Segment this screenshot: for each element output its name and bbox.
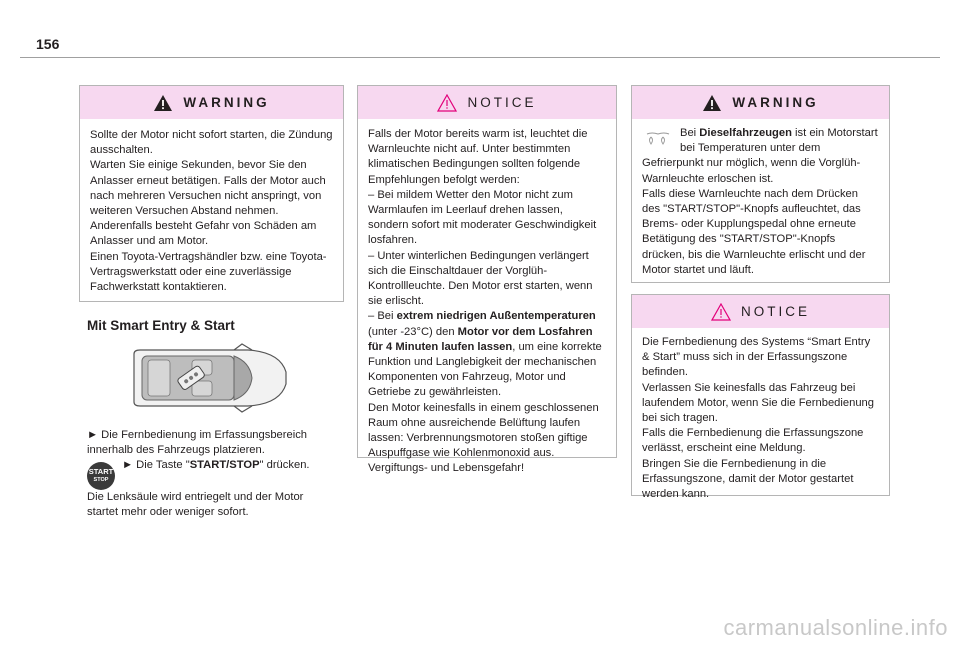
result-text: Die Lenksäule wird entriegelt und der Motor startet mehr oder weniger sofort. — [87, 491, 304, 519]
right-warning-p1 — [642, 126, 879, 187]
warning-triangle-icon — [702, 94, 722, 112]
watermark: carmanualsonline.info — [723, 615, 948, 640]
step-1-text: ► Die Fernbedienung im Erfassungsbereich innerhalb des Fahrzeugs platzieren. — [87, 429, 308, 457]
middle-notice-item-1: – Bei mildem Wetter den Motor nicht zum Warmlaufen im Leerlauf drehen lassen, sondern sofort mit moderater Geschwindigkeit losfahren. — [368, 188, 597, 247]
section-title: Mit Smart Entry & Start — [87, 318, 235, 333]
right-warning-title: WARNING — [732, 95, 819, 110]
middle-notice-item-3 — [368, 309, 606, 400]
right-warning-text-b: ist ein Motorstart bei Temperaturen unter dem Gefrierpunkt nur möglich, wenn die Vorglüh-Warnleuchte erloschen ist. — [642, 127, 878, 185]
step-2-suffix: " drücken. — [259, 459, 310, 471]
middle-notice-header — [358, 86, 616, 119]
left-warning-p1: Sollte der Motor nicht sofort starten, die Zündung ausschalten. — [90, 129, 333, 157]
right-notice-box — [631, 294, 890, 501]
left-warning-header — [80, 86, 343, 119]
right-warning-text-a: Bei — [680, 127, 700, 139]
right-notice-p3: Falls die Fernbedienung die Erfassungszone verlässt, erscheint eine Meldung. — [642, 427, 864, 455]
right-notice-header — [632, 295, 889, 328]
item-3-part-a: – Bei — [368, 310, 397, 323]
start-label: START — [88, 467, 114, 476]
middle-notice-title: NOTICE — [467, 95, 537, 110]
middle-notice-intro: Falls der Motor bereits warm ist, leuchtet die Warnleuchte nicht auf. Unter bestimmten klimatischen Bedingungen sollten folgende Empfehlungen befolgt werden: — [368, 128, 588, 186]
top-divider — [20, 57, 940, 58]
middle-notice-item-2: – Unter winterlichen Bedingungen verlängert sich die Einschaltdauer der Vorglüh-Kontrollleuchte. Den Motor erst starten, wenn sie erlischt. — [368, 249, 593, 308]
middle-notice-box — [357, 85, 617, 475]
right-warning-p2: Falls diese Warnleuchte nach dem Drücken des "START/STOP"-Knopfs aufleuchtet, das Brems- oder Kupplungspedal ohne erneute Betätigung des "START/STOP"-Knopfs drücken, bis die Warnleuchte erlischt und der Motor startet und läuft. — [642, 187, 866, 276]
step-2-text — [122, 458, 342, 473]
item-3-part-b: (unter -23°C) den — [368, 325, 458, 338]
left-warning-p3: Einen Toyota-Vertragshändler bzw. eine Toyota-Vertragswerkstatt oder eine zuverlässige Fachwerkstatt kontaktieren. — [90, 250, 327, 294]
middle-notice-closing: Den Motor keinesfalls in einem geschlossenen Raum ohne ausreichende Belüftung laufen lassen: Verbrennungsmotoren stoßen giftige Auspuffgase wie Kohlenmonoxid aus. Vergiftungs- und Lebensgefahr! — [368, 401, 599, 475]
warning-triangle-icon — [153, 94, 173, 112]
glow-plug-icon — [644, 130, 672, 148]
step-2-prefix: ► Die Taste " — [122, 459, 190, 471]
notice-triangle-icon — [711, 303, 731, 321]
step-2-key-name: START/STOP — [189, 459, 260, 471]
page-number: 156 — [36, 36, 60, 52]
start-stop-button-icon — [87, 462, 115, 490]
notice-triangle-icon — [437, 94, 457, 112]
item-3-part-c: , um eine korrekte Funktion und Langlebigkeit der mechanischen Komponenten von Fahrzeug, Motor und Getriebe zu gewährleisten. — [368, 340, 602, 399]
stop-label: STOP — [93, 477, 109, 483]
right-notice-title: NOTICE — [740, 304, 810, 319]
right-warning-box — [631, 85, 890, 283]
left-warning-box — [79, 85, 344, 302]
right-notice-p4: Bringen Sie die Fernbedienung in die Erfassungszone, damit der Motor gestartet werden kann. — [642, 457, 854, 501]
left-warning-title: WARNING — [183, 95, 270, 110]
item-3-bold-warmup: Motor vor dem Losfahren für 4 Minuten laufen lassen — [368, 325, 593, 353]
right-notice-p2: Verlassen Sie keinesfalls das Fahrzeug bei laufendem Motor, wenn Sie die Fernbedienung bei sich tragen. — [642, 381, 874, 425]
car-top-view-illustration — [130, 342, 290, 414]
right-warning-bold-diesel: Dieselfahrzeugen — [699, 127, 792, 139]
item-3-bold-temperature: extrem niedrigen Außentemperaturen — [396, 310, 596, 323]
left-warning-p2: Warten Sie einige Sekunden, bevor Sie den Anlasser erneut betätigen. Falls der Motor auch nach mehreren Versuchen nicht anspringt, von weiteren Versuchen Abstand nehmen. Anderenfalls besteht Gefahr von Schäden am Anlasser und am Motor. — [90, 159, 326, 248]
right-notice-p1: Die Fernbedienung des Systems “Smart Entry & Start” muss sich in der Erfassungszone befinden. — [642, 336, 871, 379]
right-warning-header — [632, 86, 889, 119]
